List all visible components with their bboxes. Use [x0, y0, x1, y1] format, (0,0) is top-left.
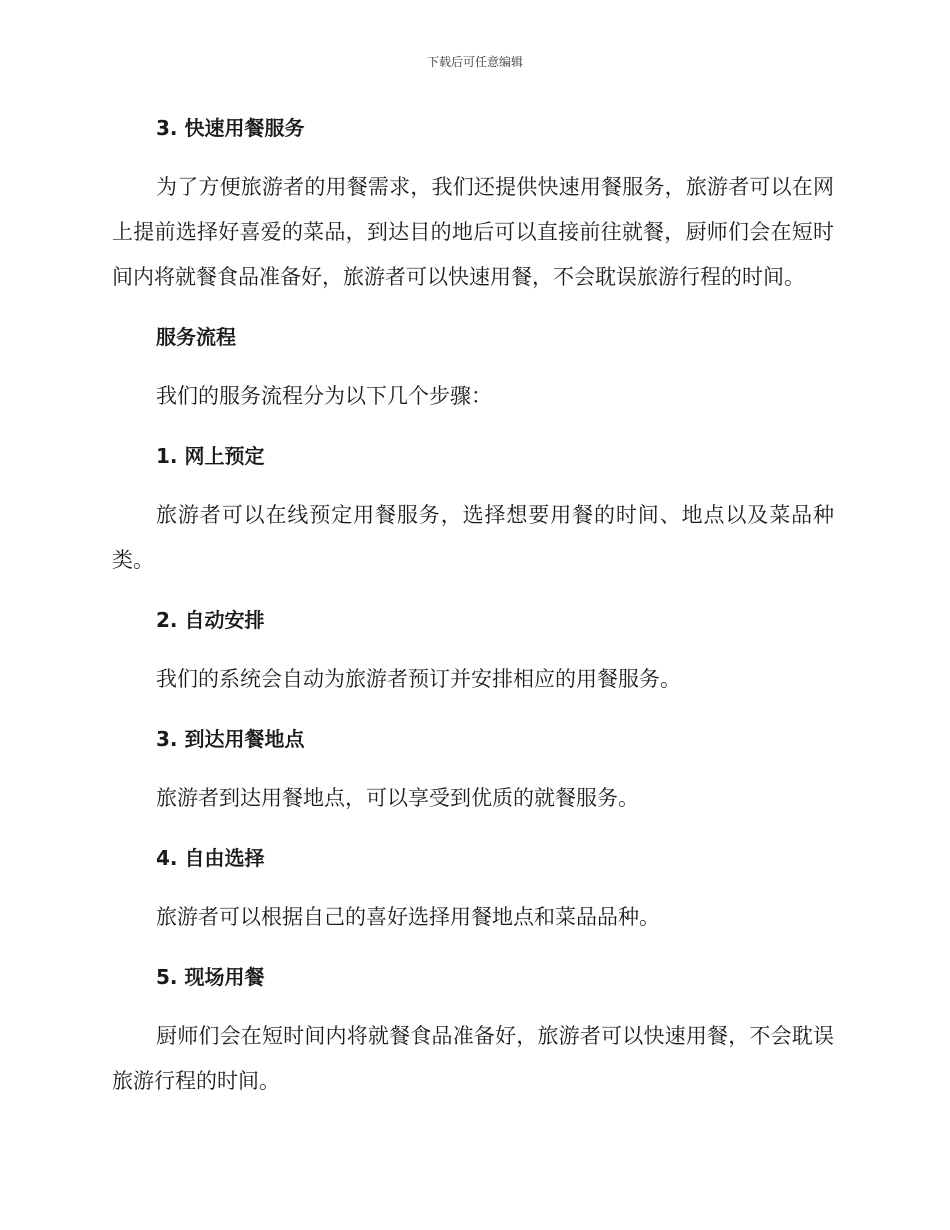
paragraph-online-booking: 旅游者可以在线预定用餐服务，选择想要用餐的时间、地点以及菜品种类。	[112, 503, 834, 572]
paragraph-arrive-location: 旅游者到达用餐地点，可以享受到优质的就餐服务。	[156, 786, 639, 810]
step-heading-onsite-dining: 5. 现场用餐	[156, 965, 265, 989]
section-heading-service-process: 服务流程	[156, 325, 236, 349]
paragraph-free-choice: 旅游者可以根据自己的喜好选择用餐地点和菜品品种。	[156, 905, 660, 929]
document-body	[112, 108, 834, 1121]
section-heading-quick-dining: 3. 快速用餐服务	[156, 116, 305, 140]
page-header: 下载后可任意编辑	[426, 55, 523, 69]
step-heading-auto-arrangement: 2. 自动安排	[156, 608, 265, 632]
paragraph-auto-arrangement: 我们的系统会自动为旅游者预订并安排相应的用餐服务。	[156, 667, 681, 691]
step-heading-online-booking: 1. 网上预定	[156, 444, 265, 468]
paragraph-quick-dining: 为了方便旅游者的用餐需求，我们还提供快速用餐服务，旅游者可以在网上提前选择好喜爱的菜品，到达目的地后可以直接前往就餐，厨师们会在短时间内将就餐食品准备好，旅游者可以快速用餐，不会耽误旅游行程的时间。	[112, 175, 834, 289]
step-heading-arrive-location: 3. 到达用餐地点	[156, 727, 305, 751]
paragraph-service-process-intro: 我们的服务流程分为以下几个步骤：	[156, 384, 492, 408]
paragraph-onsite-dining: 厨师们会在短时间内将就餐食品准备好，旅游者可以快速用餐，不会耽误旅游行程的时间。	[112, 1024, 834, 1093]
step-heading-free-choice: 4. 自由选择	[156, 846, 265, 870]
